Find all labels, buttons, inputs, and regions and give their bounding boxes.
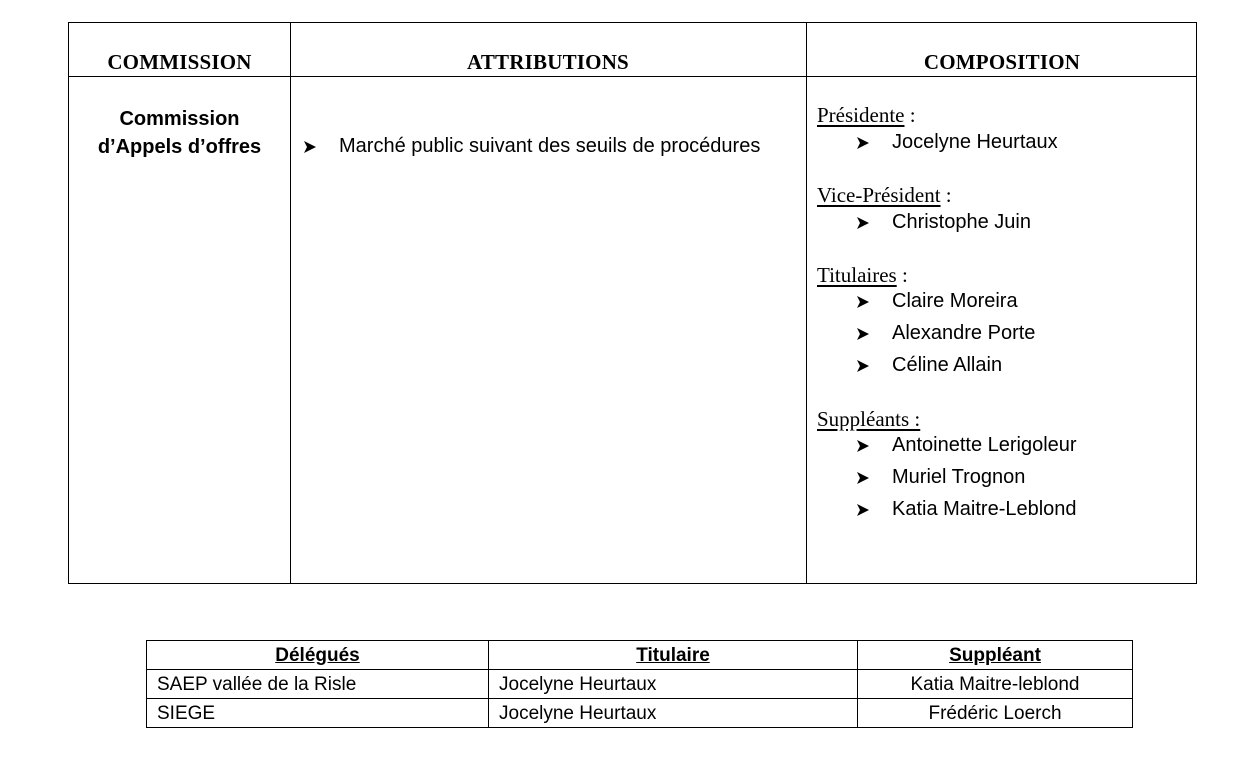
delegate-org: SAEP vallée de la Risle [147, 670, 489, 699]
commission-name [69, 105, 290, 161]
arrow-bullet-icon [856, 327, 870, 341]
header-attributions: ATTRIBUTIONS [467, 50, 629, 74]
member-name: Claire Moreira [892, 290, 1018, 312]
header-suppleant: Suppléant [858, 641, 1133, 670]
arrow-bullet-icon [856, 216, 870, 230]
role-suppleants [817, 407, 920, 432]
member-item [856, 322, 1035, 345]
commission-table [68, 22, 1197, 584]
header-delegues: Délégués [147, 641, 489, 670]
member-name: Céline Allain [892, 354, 1003, 376]
member-item [856, 498, 1077, 521]
delegates-table [146, 640, 1133, 728]
role-label-text: Vice-Président [817, 183, 941, 207]
table-row [147, 699, 1133, 728]
header-titulaire: Titulaire [489, 641, 858, 670]
member-name: Antoinette Lerigoleur [892, 434, 1077, 456]
member-item [856, 354, 1002, 377]
arrow-bullet-icon [303, 140, 317, 154]
role-presidente: Présidente : [817, 103, 916, 127]
arrow-bullet-icon [856, 359, 870, 373]
member-name: Katia Maitre-Leblond [892, 498, 1077, 520]
arrow-bullet-icon [856, 439, 870, 453]
attribution-item [303, 135, 760, 158]
role-vice-president: Vice-Président : [817, 183, 952, 207]
table-row [147, 670, 1133, 699]
delegate-suppleant: Katia Maitre-leblond [858, 670, 1133, 699]
delegate-suppleant: Frédéric Loerch [858, 699, 1133, 728]
attribution-text: Marché public suivant des seuils de procédures [339, 135, 761, 157]
member-name: Alexandre Porte [892, 322, 1036, 344]
delegate-titulaire: Jocelyne Heurtaux [489, 670, 858, 699]
arrow-bullet-icon [856, 503, 870, 517]
header-commission: COMMISSION [107, 50, 252, 74]
arrow-bullet-icon [856, 136, 870, 150]
role-label-text: Présidente [817, 103, 905, 127]
member-item [856, 434, 1077, 457]
role-titulaires: Titulaires : [817, 263, 908, 287]
column-divider [806, 23, 807, 583]
commission-name-line: d’Appels d’offres [97, 136, 262, 158]
header-composition: COMPOSITION [923, 50, 1081, 74]
arrow-bullet-icon [856, 295, 870, 309]
member-item [856, 211, 1031, 234]
role-label-text: Titulaires [817, 263, 897, 287]
column-divider [290, 23, 291, 583]
member-item [856, 290, 1018, 313]
header-divider [69, 76, 1196, 77]
delegate-titulaire: Jocelyne Heurtaux [489, 699, 858, 728]
delegate-org: SIEGE [147, 699, 489, 728]
arrow-bullet-icon [856, 471, 870, 485]
commission-name-line: Commission [119, 108, 240, 130]
member-name: Christophe Juin [892, 211, 1031, 233]
table-header-row [147, 641, 1133, 670]
role-label-text: Suppléants : [817, 407, 921, 431]
member-item [856, 131, 1058, 154]
member-item [856, 466, 1025, 489]
member-name: Jocelyne Heurtaux [892, 131, 1058, 153]
member-name: Muriel Trognon [892, 466, 1026, 488]
